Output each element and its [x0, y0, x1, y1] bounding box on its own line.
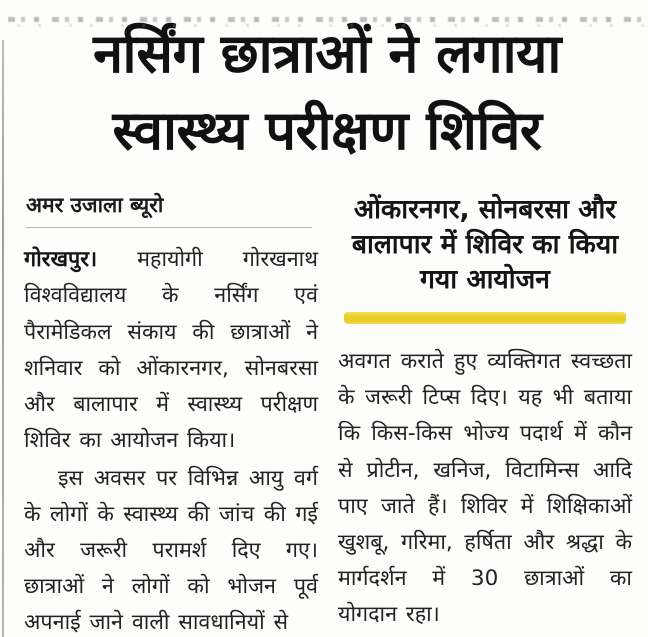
- headline-line-2: स्वास्थ्य परीक्षण शिविर: [112, 98, 542, 162]
- newspaper-clipping: [0, 16, 648, 637]
- cropped-previous-line-remnant: [8, 16, 644, 28]
- byline-rule: [26, 227, 312, 228]
- headline-line-1: नर्सिंग छात्राओं ने लगाया: [93, 22, 561, 85]
- yellow-accent-bar: [344, 312, 626, 324]
- paragraph-1-text: महायोगी गोरखनाथ विश्वविद्यालय के नर्सिंग एवं पैरामेडिकल संकाय की छात्राओं ने शनिवार को ओंकारनगर, सोनबरसा और बालापार में स्वास्थ्य परीक्षण शिविर का आयोजन किया।: [24, 247, 318, 453]
- paragraph-1: [24, 242, 318, 459]
- paragraph-3: अवगत कराते हुए व्यक्तिगत स्वच्छता के जरूरी टिप्स दिए। यह भी बताया कि किस-किस भोज्य पदार्थ में कौन से प्रोटीन, खनिज, विटामिन्स आदि पाए जाते हैं। शिविर में शिक्षिकाओं खुशबू, गरिमा, हर्षिता और श्रद्धा के मार्गदर्शन में 30 छात्राओं का योगदान रहा।: [338, 349, 632, 628]
- column-divider-rule: [2, 40, 4, 637]
- sub-headline: ओंकारनगर, सोनबरसा और बालापार में शिविर का किया गया आयोजन: [351, 194, 619, 296]
- article-columns: [0, 175, 648, 637]
- paragraph-2: इस अवसर पर विभिन्न आयु वर्ग के लोगों के स्वास्थ्य की जांच की गई और जरूरी परामर्श दिए गए। छात्राओं ने लोगों को भोजन पूर्व अपनाई जाने वाली सावधानियों से: [24, 466, 318, 636]
- byline: अमर उजाला ब्यूरो: [26, 193, 164, 218]
- text-fragment-marks: [8, 17, 644, 22]
- right-column: [338, 179, 632, 637]
- article-headline: [20, 16, 634, 169]
- left-column: [24, 179, 318, 637]
- text-fragment-marks: [8, 24, 644, 27]
- dateline: गोरखपुर।: [24, 247, 98, 273]
